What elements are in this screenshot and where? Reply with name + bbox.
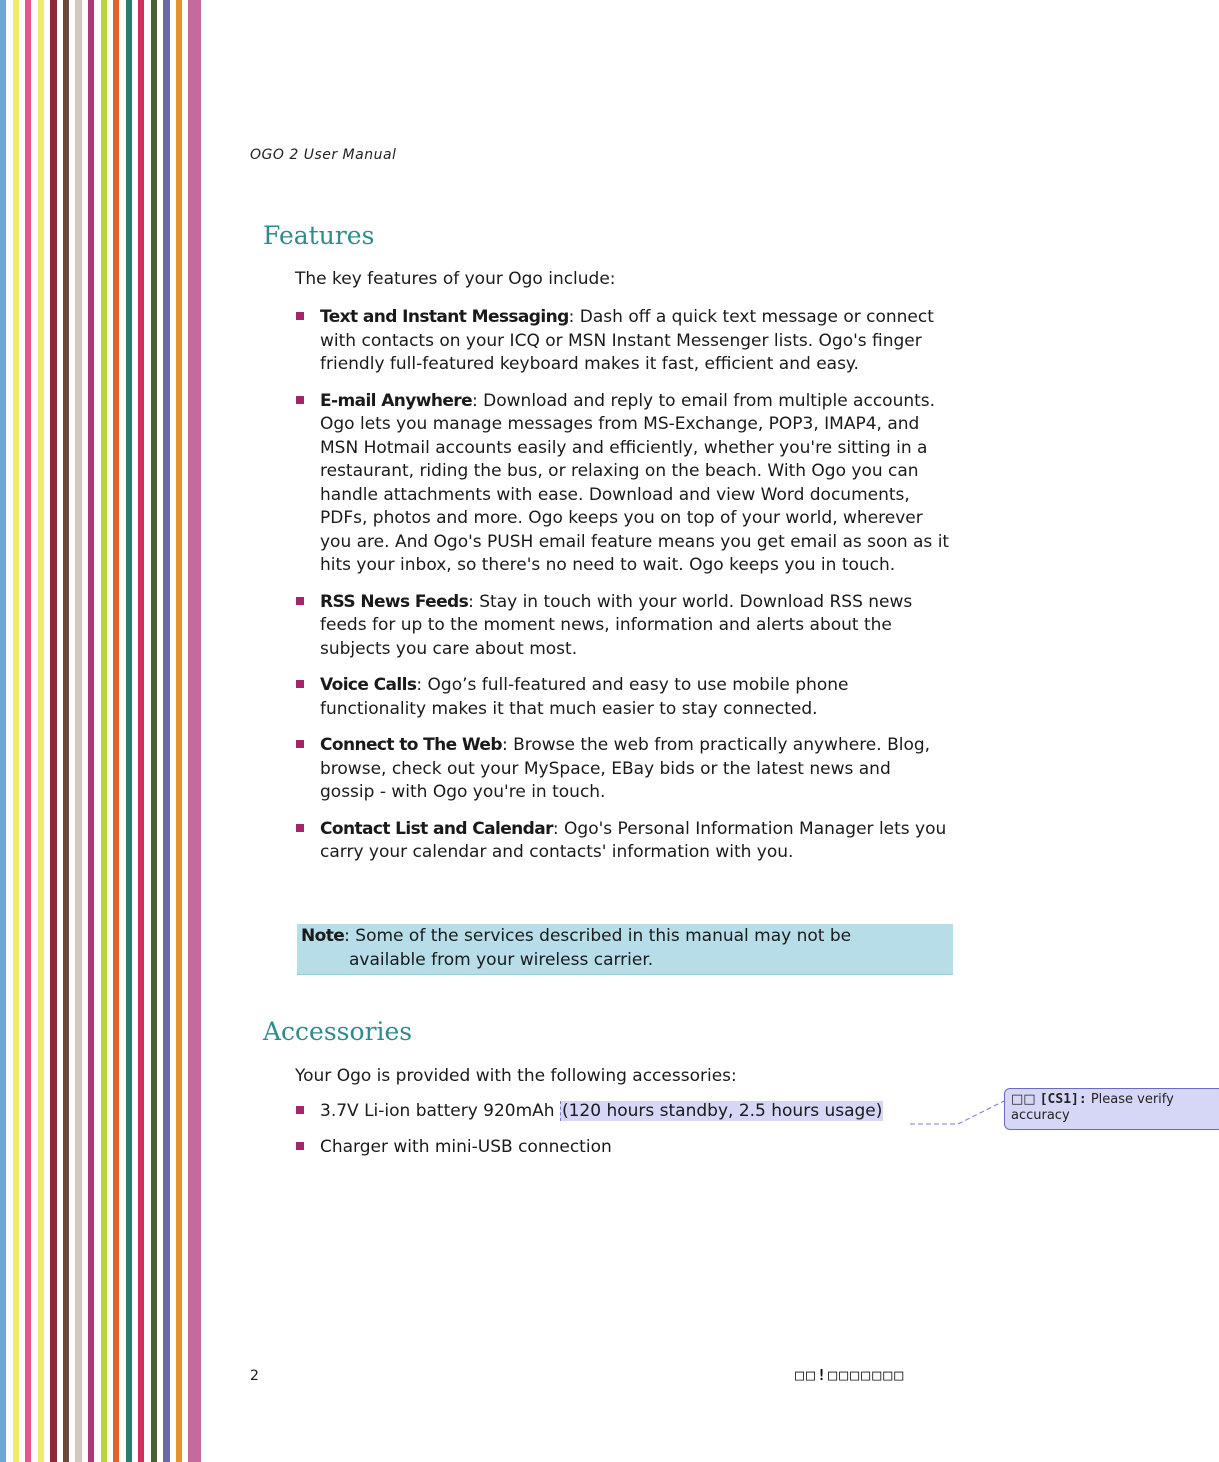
list-item [295, 390, 950, 578]
review-comment-balloon[interactable] [1004, 1088, 1219, 1130]
note-label: Note [301, 926, 345, 946]
list-item [295, 734, 950, 805]
accessories-heading: Accessories [263, 1017, 413, 1046]
note-box [297, 924, 953, 975]
feature-text: : Ogo’s full-featured and easy to use mobile phone functionality makes it that much easier to stay connected. [320, 675, 849, 719]
comment-author: [CS1]: [1039, 1092, 1087, 1107]
note-text-line2: available from your wireless carrier. [349, 949, 654, 970]
list-item [295, 591, 950, 662]
square-bullet-icon [296, 312, 304, 320]
accessories-list [295, 1100, 950, 1171]
list-item [295, 1100, 950, 1124]
stripe [195, 0, 201, 1462]
list-item [295, 1136, 950, 1160]
feature-text: : Ogo's Personal Information Manager lets you carry your calendar and contacts' information with you. [320, 818, 947, 862]
feature-text: : Browse the web from practically anywhere. Blog, browse, check out your MySpace, EBay bids or the latest news and gossip - with Ogo you're in touch. [320, 735, 931, 802]
accessories-intro: Your Ogo is provided with the following accessories: [295, 1066, 737, 1086]
comment-text: Please verify accuracy [1011, 1092, 1174, 1123]
note-text-line1: : Some of the services described in this manual may not be [344, 926, 852, 946]
comment-connector-line [910, 1096, 1010, 1126]
features-heading: Features [263, 221, 375, 250]
square-bullet-icon [296, 680, 304, 688]
square-bullet-icon [296, 824, 304, 832]
square-bullet-icon [296, 740, 304, 748]
feature-term: Contact List and Calendar [320, 818, 553, 839]
feature-text: : Dash off a quick text message or connect with contacts on your ICQ or MSN Instant Messenger lists. Ogo's finger friendly full-featured keyboard makes it fast, efficient and easy. [320, 307, 934, 374]
list-item [295, 306, 950, 377]
feature-text: : Download and reply to email from multiple accounts. Ogo lets you manage messages from MS-Exchange, POP3, IMAP4, and MSN Hotmail accounts easily and efficiently, whether you're sitting in a restaurant, riding the bus, or relaxing on the beach. With Ogo you can handle attachments with ease. Download and view Word documents, PDFs, photos and more. Ogo keeps you on top of your world, wherever you are. And Ogo's PUSH email feature means you get email as soon as it hits your inbox, so there's no need to wait. Ogo keeps you in touch. [320, 390, 950, 575]
list-item [295, 818, 950, 865]
features-list [295, 306, 950, 878]
square-bullet-icon [296, 1106, 304, 1114]
decorative-stripes [0, 0, 201, 1462]
square-bullet-icon [296, 1142, 304, 1150]
features-intro: The key features of your Ogo include: [295, 269, 616, 289]
comment-prefix: □□ [1011, 1092, 1036, 1107]
commented-text-highlight[interactable]: (120 hours standby, 2.5 hours usage) [561, 1101, 883, 1121]
accessory-text: Charger with mini-USB connection [320, 1136, 612, 1157]
feature-term: Text and Instant Messaging [320, 307, 569, 327]
feature-term: RSS News Feeds [320, 591, 469, 612]
list-item [295, 674, 950, 721]
feature-text: : Stay in touch with your world. Download RSS news feeds for up to the moment news, information and alerts about the subjects you care about most. [320, 591, 913, 659]
page-number: 2 [250, 1368, 259, 1384]
running-header: OGO 2 User Manual [250, 147, 397, 163]
footer-field-error: □□!□□□□□□□ [795, 1366, 906, 1384]
square-bullet-icon [296, 396, 304, 404]
feature-term: Connect to The Web [320, 735, 502, 755]
square-bullet-icon [296, 597, 304, 605]
feature-term: Voice Calls [320, 675, 417, 695]
feature-term: E-mail Anywhere [320, 390, 473, 411]
accessory-text: 3.7V Li-ion battery 920mAh [320, 1101, 560, 1121]
